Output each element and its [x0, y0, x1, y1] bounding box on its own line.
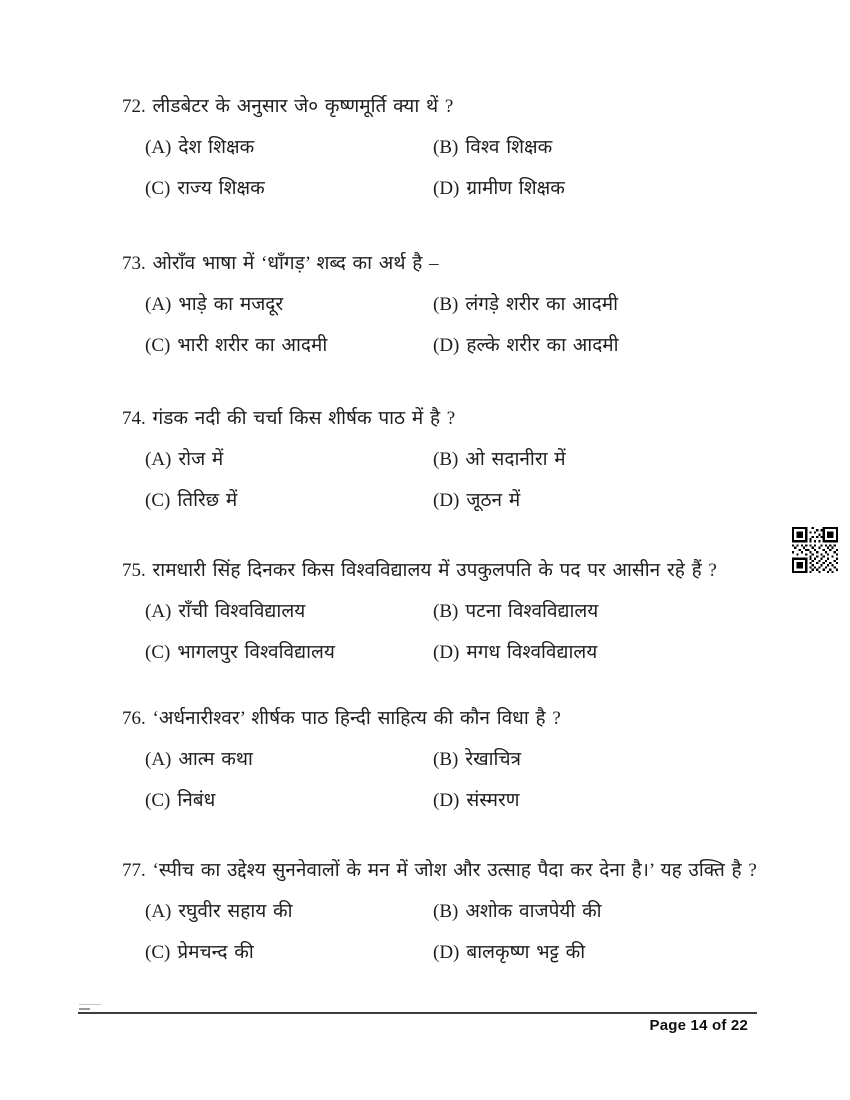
- option-c: [145, 789, 215, 813]
- option-label: (D): [433, 490, 460, 511]
- option-a: [145, 448, 223, 472]
- qr-code-icon: [792, 527, 838, 573]
- option-b: [433, 900, 602, 924]
- option-label: (B): [433, 137, 459, 158]
- option-text: संस्मरण: [466, 790, 520, 811]
- question-number: 76.: [122, 708, 146, 729]
- option-label: (C): [145, 642, 171, 663]
- question-text: ओराँव भाषा में ‘धाँगड़’ शब्द का अर्थ है –: [152, 253, 439, 274]
- option-text: रोज में: [178, 449, 224, 470]
- option-text: हल्के शरीर का आदमी: [466, 335, 619, 356]
- page-number: Page 14 of 22: [649, 1017, 748, 1034]
- option-text: देश शिक्षक: [178, 137, 255, 158]
- question-line: [122, 559, 717, 583]
- option-d: [433, 789, 520, 813]
- option-text: राज्य शिक्षक: [177, 178, 265, 199]
- option-c: [145, 641, 335, 665]
- question-74: [122, 407, 832, 519]
- option-label: (B): [433, 601, 459, 622]
- question-76: [122, 707, 832, 819]
- option-label: (C): [145, 335, 171, 356]
- option-text: पटना विश्वविद्यालय: [465, 601, 599, 622]
- option-text: भाड़े का मजदूर: [178, 294, 284, 315]
- option-c: [145, 489, 237, 513]
- option-text: बालकृष्ण भट्ट की: [466, 942, 586, 963]
- option-b: [433, 600, 598, 624]
- question-75: [122, 559, 832, 671]
- option-d: [433, 489, 520, 513]
- option-b: [433, 136, 552, 160]
- option-text: विश्व शिक्षक: [465, 137, 553, 158]
- option-text: आत्म कथा: [178, 749, 253, 770]
- option-text: निबंध: [177, 790, 216, 811]
- option-text: प्रेमचन्द की: [177, 942, 254, 963]
- option-label: (C): [145, 178, 171, 199]
- question-number: 74.: [122, 408, 146, 429]
- option-label: (A): [145, 137, 172, 158]
- option-label: (D): [433, 335, 460, 356]
- option-d: [433, 941, 585, 965]
- option-text: भारी शरीर का आदमी: [177, 335, 328, 356]
- option-a: [145, 600, 305, 624]
- option-d: [433, 641, 597, 665]
- question-line: [122, 252, 439, 276]
- option-label: (B): [433, 749, 459, 770]
- option-c: [145, 941, 254, 965]
- option-label: (D): [433, 178, 460, 199]
- option-text: ओ सदानीरा में: [465, 449, 566, 470]
- option-label: (B): [433, 449, 459, 470]
- scan-artifact: [79, 1008, 90, 1010]
- question-line: [122, 707, 561, 731]
- option-label: (A): [145, 294, 172, 315]
- option-a: [145, 748, 253, 772]
- option-a: [145, 136, 254, 160]
- option-d: [433, 334, 619, 358]
- option-label: (A): [145, 449, 172, 470]
- option-text: जूठन में: [466, 490, 521, 511]
- question-73: [122, 252, 832, 364]
- option-text: भागलपुर विश्वविद्यालय: [177, 642, 335, 663]
- question-text: ‘अर्धनारीश्वर’ शीर्षक पाठ हिन्दी साहित्य की कौन विधा है ?: [152, 708, 561, 729]
- option-label: (C): [145, 942, 171, 963]
- question-line: [122, 859, 757, 883]
- question-number: 75.: [122, 560, 146, 581]
- question-line: [122, 95, 453, 119]
- option-text: राँची विश्वविद्यालय: [178, 601, 306, 622]
- option-label: (A): [145, 749, 172, 770]
- option-label: (C): [145, 790, 171, 811]
- question-72: [122, 95, 832, 207]
- option-label: (D): [433, 942, 460, 963]
- question-77: [122, 859, 832, 971]
- question-text: लीडबेटर के अनुसार जे० कृष्णमूर्ति क्या थें ?: [152, 96, 454, 117]
- question-number: 77.: [122, 860, 146, 881]
- question-text: ‘स्पीच का उद्देश्य सुननेवालों के मन में जोश और उत्साह पैदा कर देना है।’ यह उक्ति है ?: [152, 860, 757, 881]
- option-text: अशोक वाजपेयी की: [465, 901, 602, 922]
- option-text: मगध विश्वविद्यालय: [466, 642, 598, 663]
- option-label: (D): [433, 642, 460, 663]
- option-label: (B): [433, 294, 459, 315]
- option-label: (C): [145, 490, 171, 511]
- option-b: [433, 748, 521, 772]
- option-text: रघुवीर सहाय की: [178, 901, 293, 922]
- footer-divider: [78, 1012, 757, 1014]
- option-label: (A): [145, 901, 172, 922]
- option-text: रेखाचित्र: [465, 749, 522, 770]
- option-text: ग्रामीण शिक्षक: [466, 178, 565, 199]
- option-text: लंगड़े शरीर का आदमी: [465, 294, 619, 315]
- option-label: (B): [433, 901, 459, 922]
- scan-artifact: [79, 1004, 101, 1005]
- question-number: 73.: [122, 253, 146, 274]
- option-b: [433, 448, 566, 472]
- question-text: रामधारी सिंह दिनकर किस विश्वविद्यालय में उपकुलपति के पद पर आसीन रहे हैं ?: [152, 560, 717, 581]
- option-label: (D): [433, 790, 460, 811]
- option-a: [145, 293, 283, 317]
- question-line: [122, 407, 455, 431]
- option-label: (A): [145, 601, 172, 622]
- option-b: [433, 293, 618, 317]
- question-number: 72.: [122, 96, 146, 117]
- option-text: तिरिछ में: [177, 490, 238, 511]
- option-a: [145, 900, 293, 924]
- question-text: गंडक नदी की चर्चा किस शीर्षक पाठ में है ?: [152, 408, 456, 429]
- option-d: [433, 177, 565, 201]
- option-c: [145, 177, 265, 201]
- option-c: [145, 334, 327, 358]
